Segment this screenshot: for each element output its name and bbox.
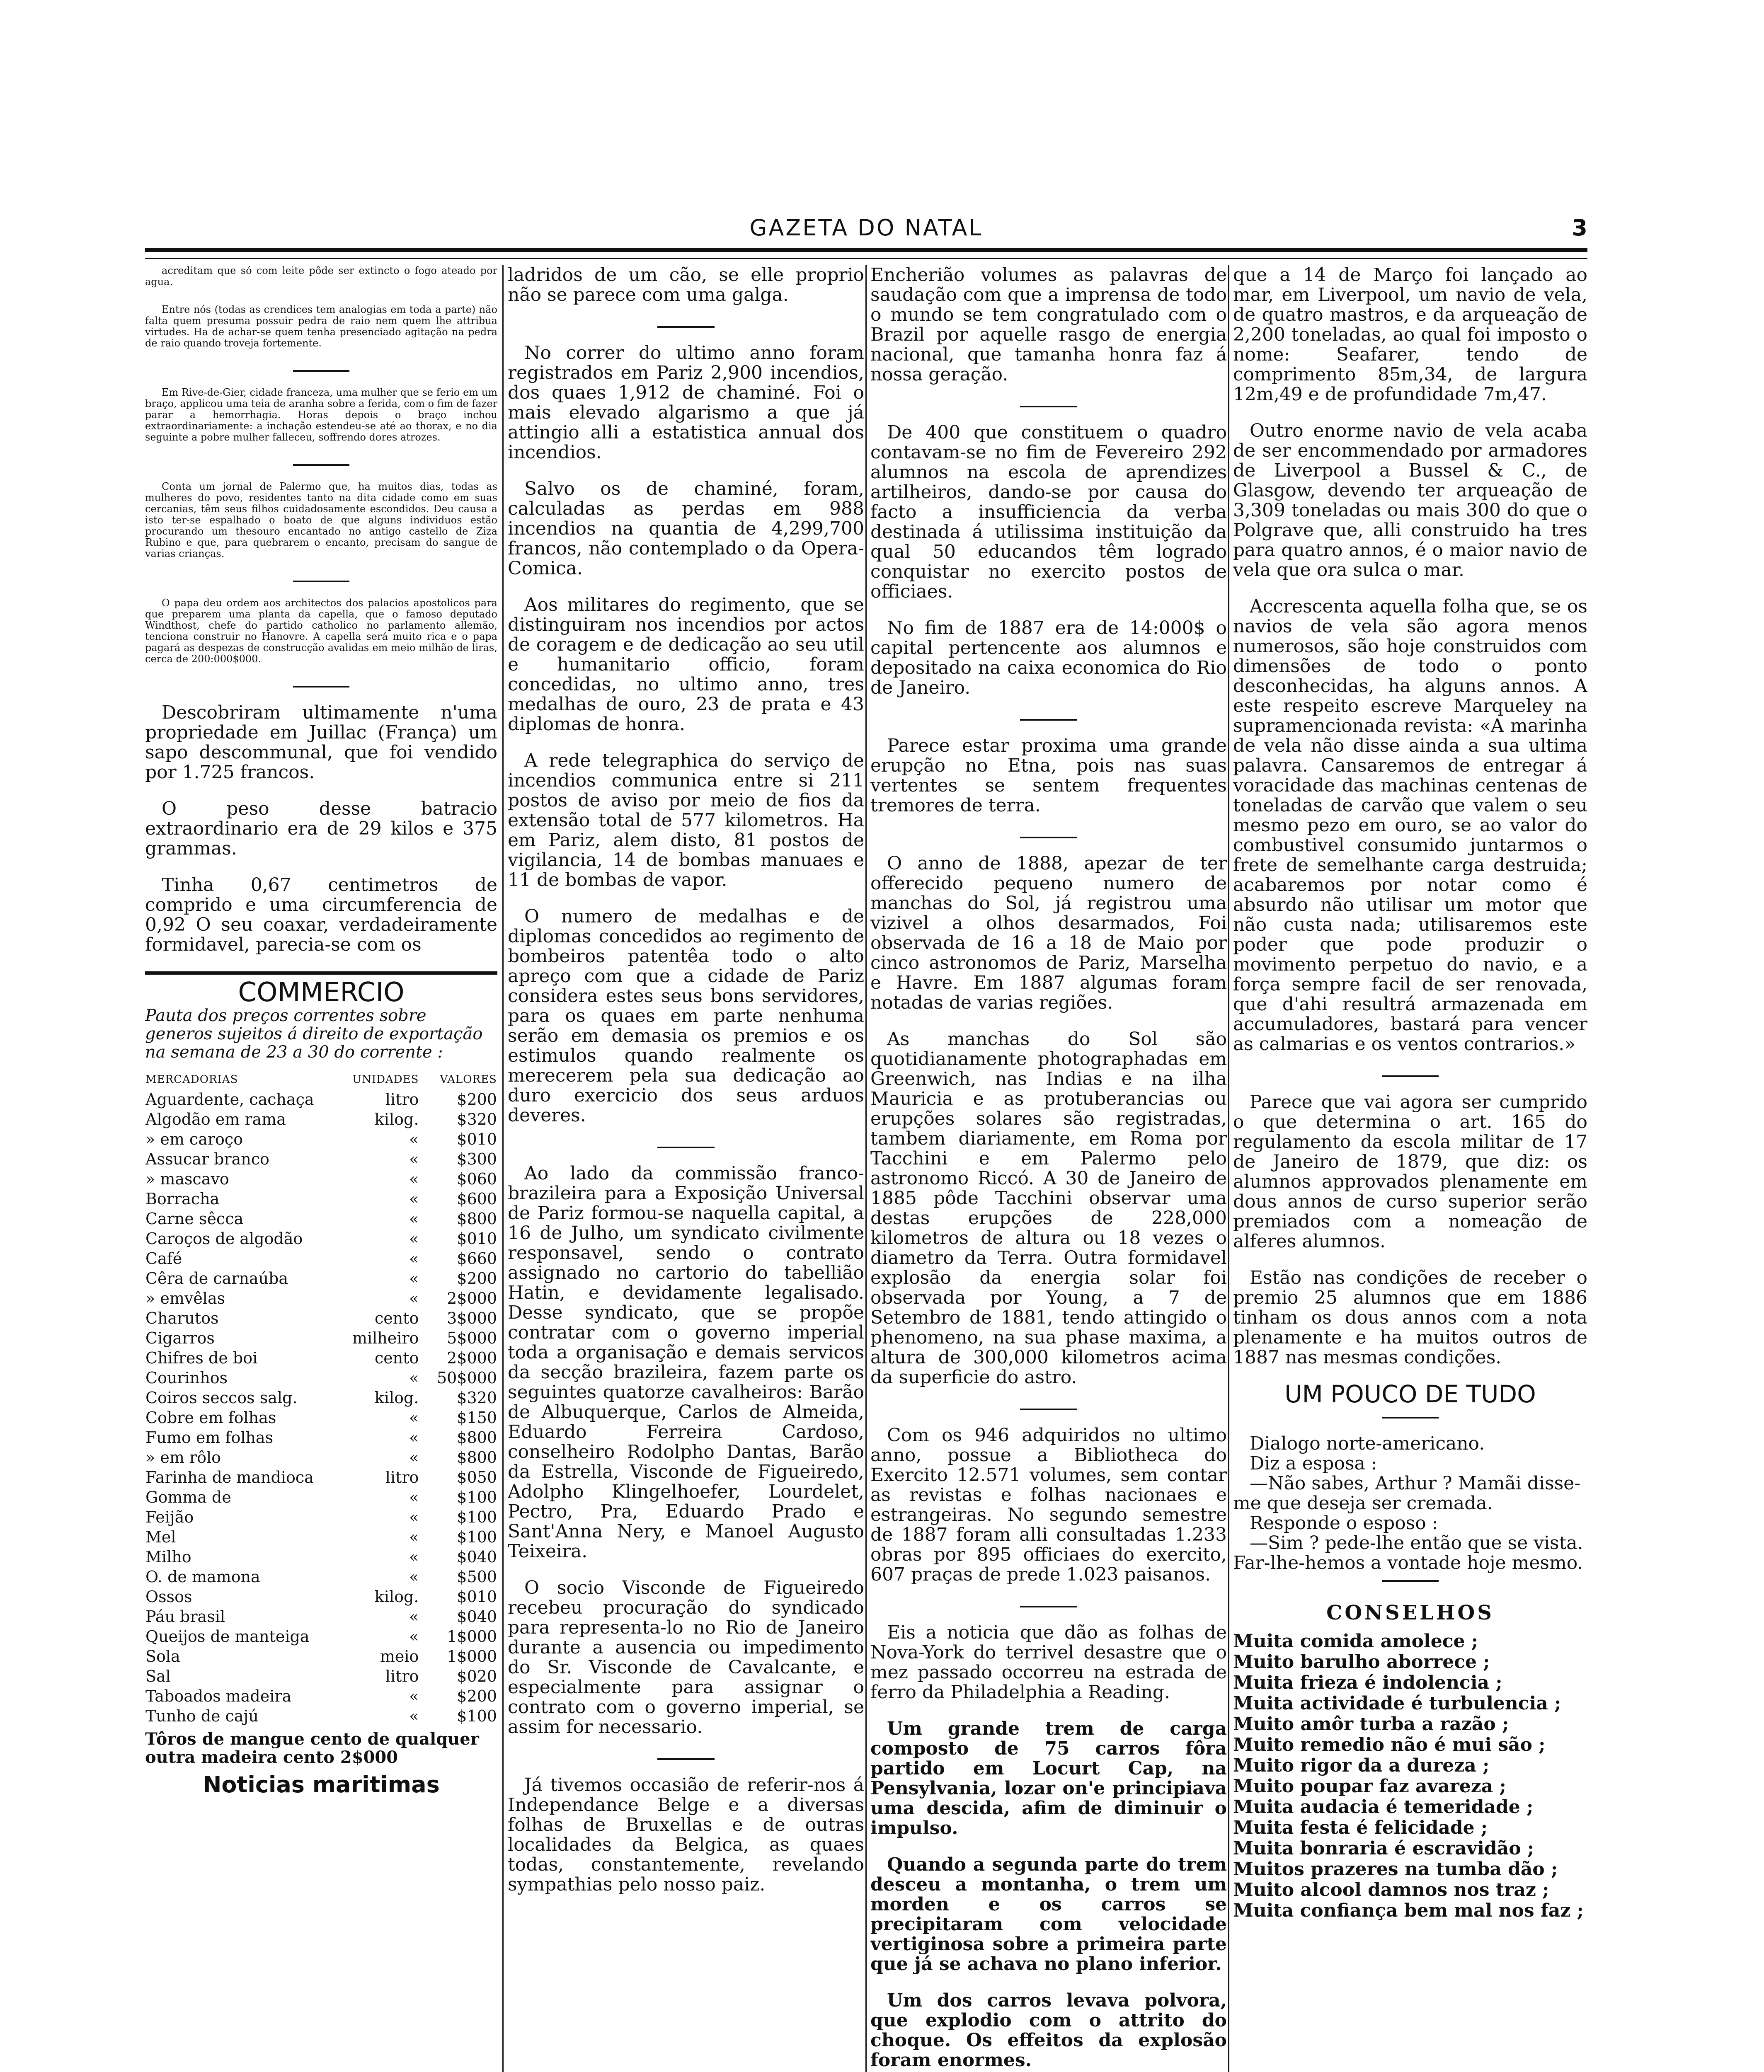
separator bbox=[870, 401, 1227, 412]
price-unit: cento bbox=[375, 1309, 419, 1327]
price-row bbox=[145, 1587, 497, 1607]
article-para: Entre nós (todas as crendices tem analogias em toda a parte) não falta quem presuma possuir pedra de raio nem quem lhe attribua virtudes. Ha de achar-se quem tenha presenciado agitação na pedra de raio quando troveja fortemente. bbox=[145, 304, 497, 349]
article-para: Eis a noticia que dão as folhas de Nova-York do terrivel desastre que o mez passado occorreu na estrada de ferro da Philadelphia a Reading. bbox=[870, 1622, 1227, 1703]
price-row bbox=[145, 1229, 497, 1249]
price-value: $060 bbox=[457, 1170, 497, 1188]
article-para: De 400 que constituem o quadro contavam-se no fim de Fevereiro 292 alumnos na escola de aprendizes artilheiros, dando-se por causa do facto a insufficiencia da verba destinada á utilissima instituição da qual 50 educandos têm logrado conquistar no exercito postos de officiaes. bbox=[870, 422, 1227, 602]
separator bbox=[1233, 1071, 1587, 1082]
price-unit: « bbox=[409, 1568, 419, 1586]
price-unit: kilog. bbox=[374, 1389, 419, 1407]
price-value: $500 bbox=[457, 1568, 497, 1586]
column-divider-2 bbox=[865, 265, 867, 2072]
price-value: $660 bbox=[457, 1249, 497, 1268]
separator bbox=[508, 322, 864, 332]
price-value: 1$000 bbox=[447, 1627, 497, 1646]
conselho-item: Muita actividade é turbulencia ; bbox=[1233, 1693, 1561, 1714]
price-value: $300 bbox=[457, 1150, 497, 1168]
price-row bbox=[145, 1288, 497, 1308]
price-row bbox=[145, 1507, 497, 1527]
price-item: » em caroço bbox=[145, 1130, 243, 1148]
col-header-valores: VALORES bbox=[440, 1073, 497, 1086]
price-unit: « bbox=[409, 1230, 419, 1248]
conselho-item: Muita confiança bem mal nos faz ; bbox=[1233, 1900, 1584, 1921]
price-item: Courinhos bbox=[145, 1369, 228, 1387]
price-item: Algodão em rama bbox=[145, 1110, 286, 1128]
price-value: $050 bbox=[457, 1468, 497, 1486]
price-row bbox=[145, 1627, 497, 1646]
page-header bbox=[145, 215, 1587, 240]
article-para: Aos militares do regimento, que se distinguiram nos incendios por actos de coragem e de dedicação ao seu util e humanitario officio, foram concedidas, no ultimo anno, tres medalhas de ouro, 23 de prata e 43 diplomas de honra. bbox=[508, 594, 864, 735]
header-rule bbox=[145, 248, 1587, 252]
conselhos-title: CONSELHOS bbox=[1326, 1601, 1494, 1624]
price-unit: « bbox=[409, 1249, 419, 1268]
noticias-title: Noticias maritimas bbox=[203, 1772, 440, 1798]
price-value: 3$000 bbox=[447, 1309, 497, 1327]
conselho-item: Muita festa é felicidade ; bbox=[1233, 1817, 1488, 1838]
conselho-item: Muito barulho aborrece ; bbox=[1233, 1651, 1490, 1673]
price-value: $200 bbox=[457, 1090, 497, 1109]
article-para: O socio Visconde de Figueiredo recebeu procuração do syndicado para representa-lo no Rio de Janeiro durante a ausencia ou impedimento do Sr. Visconde de Cavalcante, e especialmente para assignar o contrato com o governo imperial, se assim for necessario. bbox=[508, 1577, 864, 1738]
price-item: Cobre em folhas bbox=[145, 1409, 276, 1427]
col-header-unidades: UNIDADES bbox=[352, 1073, 419, 1086]
price-item: Chifres de boi bbox=[145, 1349, 258, 1367]
separator bbox=[870, 832, 1227, 843]
price-row bbox=[145, 1447, 497, 1467]
price-value: $100 bbox=[457, 1707, 497, 1725]
price-item: » em rôlo bbox=[145, 1448, 221, 1467]
price-item: Carne sêcca bbox=[145, 1210, 244, 1228]
page-number: 3 bbox=[1572, 215, 1587, 241]
price-item: Charutos bbox=[145, 1309, 219, 1327]
price-unit: « bbox=[409, 1687, 419, 1705]
col-header-mercadorias: MERCADORIAS bbox=[145, 1073, 238, 1086]
price-unit: cento bbox=[375, 1349, 419, 1367]
article-para: Já tivemos occasião de referir-nos á Independance Belge e a diversas folhas de Bruxellas e de outras localidades da Belgica, as quaes todas, constantemente, revelando sympathias pelo nosso paiz. bbox=[508, 1774, 864, 1895]
price-item: Gomma de bbox=[145, 1488, 231, 1506]
price-item: O. de mamona bbox=[145, 1568, 260, 1586]
separator bbox=[145, 460, 497, 470]
conselho-item: Muito remedio não é mui são ; bbox=[1233, 1734, 1546, 1755]
price-item: Feijão bbox=[145, 1508, 194, 1526]
column-3 bbox=[870, 265, 1227, 2072]
dialogo-line: —Sim ? pede-lhe então que se vista. Far-lhe-hemos a vontade hoje mesmo. bbox=[1233, 1532, 1583, 1573]
price-value: 5$000 bbox=[447, 1329, 497, 1347]
price-value: $010 bbox=[457, 1588, 497, 1606]
article-para: Tinha 0,67 centimetros de comprido e uma circumferencia de 0,92 O seu coaxar, verdadeiramente formidavel, parecia-se com os bbox=[145, 874, 497, 955]
separator bbox=[508, 1754, 864, 1765]
price-value: $040 bbox=[457, 1607, 497, 1626]
price-value: $010 bbox=[457, 1230, 497, 1248]
separator bbox=[1233, 1576, 1587, 1586]
price-unit: « bbox=[409, 1508, 419, 1526]
price-row bbox=[145, 1348, 497, 1368]
section-title-um-pouco: UM POUCO DE TUDO bbox=[1284, 1380, 1536, 1408]
price-row bbox=[145, 1328, 497, 1348]
article-para: O numero de medalhas e de diplomas concedidos ao regimento de bombeiros patentêa todo o alto apreço com que a cidade de Pariz considera estes seus bons servidores, para os quaes em parte nenhuma serão em demasia os premios e os estimulos quando realmente os merecerem pela sua dedicação ao duro exercicio dos seus arduos deveres. bbox=[508, 906, 864, 1126]
article-para: No fim de 1887 era de 14:000$ o capital pertencente aos alumnos e depositado na caixa economica do Rio de Janeiro. bbox=[870, 617, 1227, 698]
price-value: $020 bbox=[457, 1667, 497, 1685]
price-row bbox=[145, 1268, 497, 1288]
price-item: Caroços de algodão bbox=[145, 1230, 303, 1248]
conselho-item: Muita frieza é indolencia ; bbox=[1233, 1672, 1502, 1693]
price-value: $100 bbox=[457, 1508, 497, 1526]
separator bbox=[145, 576, 497, 587]
price-row bbox=[145, 1646, 497, 1666]
price-value: $100 bbox=[457, 1488, 497, 1506]
article-para: Parece que vai agora ser cumprido o que determina o art. 165 do regulamento da escola militar de 17 de Janeiro de 1879, que diz: os alumnos approvados plenamente em dous annos de curso superior serão premiados com a nomeação de alferes alumnos. bbox=[1233, 1092, 1587, 1252]
price-item: Borracha bbox=[145, 1190, 220, 1208]
price-item: Farinha de mandioca bbox=[145, 1468, 314, 1486]
conselho-item: Muito rigor da a dureza ; bbox=[1233, 1755, 1490, 1776]
price-item: Milho bbox=[145, 1548, 191, 1566]
price-row bbox=[145, 1209, 497, 1229]
price-item: Café bbox=[145, 1249, 182, 1268]
conselho-item: Muito poupar faz avareza ; bbox=[1233, 1776, 1506, 1797]
article-para: Ao lado da commissão franco-brazileira para a Exposição Universal de Pariz formou-se naquella capital, a 16 de Julho, um syndicato civilmente responsavel, sendo o contrato assignado no cartorio do tabellião Hatin, e devidamente legalisado. Desse syndicato, que se propõe contratar com o governo imperial toda a organisação e demais servicos da secção brazileira, fazem parte os seguintes quatorze cavalheiros: Barão de Albuquerque, Carlos de Almeida, Eduardo Ferreira Cardoso, conselheiro Rodolpho Dantas, Barão da Estrella, Visconde de Figueiredo, Adolpho Klingelhoefer, Lourdelet, Pectro, Pra, Eduardo Prado e Sant'Anna Nery, e Manoel Augusto Teixeira. bbox=[508, 1163, 864, 1562]
article-para: Descobriram ultimamente n'uma propriedade em Juillac (França) um sapo descommunal, que foi vendido por 1.725 francos. bbox=[145, 702, 497, 783]
separator bbox=[145, 366, 497, 376]
price-item: » emvêlas bbox=[145, 1289, 225, 1307]
price-item: Sola bbox=[145, 1647, 180, 1665]
conselho-item: Muitos prazeres na tumba dão ; bbox=[1233, 1859, 1558, 1880]
article-para: No correr do ultimo anno foram registrados em Pariz 2,900 incendios, dos quaes 1,912 de chaminé. Foi o mais elevado algarismo a que já attingio alli a estatistica annual dos incendios. bbox=[508, 342, 864, 463]
price-value: 50$000 bbox=[436, 1369, 497, 1387]
article-para: Outro enorme navio de vela acaba de ser encommendado por armadores de Liverpool a Bussel & C., de Glasgow, devendo ter arqueação de 3,309 toneladas ou mais 300 do que o Polgrave que, alli construido ha tres para quatro annos, é o maior navio de vela que ora sulca o mar. bbox=[1233, 420, 1587, 581]
commercio-subtitle: Pauta dos preços correntes sobre generos sujeitos á direito de exportação na semana de 23 a 30 do corrente : bbox=[145, 1006, 483, 1062]
column-1 bbox=[145, 265, 497, 2072]
conselho-item: Muito alcool damnos nos traz ; bbox=[1233, 1879, 1549, 1900]
article-para: Conta um jornal de Palermo que, ha muitos dias, todas as mulheres do povo, residentes tanto na dita cidade como em suas cercanias, têm seus filhos cuidadosamente escondidos. Deu causa a isto ter-se espalhado o boato de que alguns individuos estão procurando um thesouro encantado no antigo castello de Ziza Rubino e que, para quebrarem o encanto, precisam do sangue de varias crianças. bbox=[145, 481, 497, 559]
price-value: $800 bbox=[457, 1210, 497, 1228]
conselho-item: Muita audacia é temeridade ; bbox=[1233, 1796, 1534, 1818]
article-para: Accrescenta aquella folha que, se os navios de vela são agora menos numerosos, são hoje construidos com dimensões de todo o ponto desconhecidas, ha alguns annos. A este respeito escreve Marqueley na supramencionada revista: «A marinha de vela não disse ainda a sua ultima palavra. Cansaremos de entregar á voracidade das machinas centenas de toneladas de carvão que valem o seu mesmo pezo em ouro, se ao valor do combustivel consumido juntarmos o frete de semelhante carga destruida; acabaremos por notar como é absurdo não utilisar um motor que não custa nada; utilisaremos este poder que pode produzir o movimento perpetuo do navio, e a força sempre facil de ser renovada, que d'ahi resultrá armazenada em accumuladores, bastará para vencer as calmarias e os ventos contrarios.» bbox=[1233, 596, 1587, 1055]
price-value: $040 bbox=[457, 1548, 497, 1566]
article-para: Em Rive-de-Gier, cidade franceza, uma mulher que se ferio em um braço, applicou uma teia de aranha sobre a ferida, com o fim de fazer parar a hemorrhagia. Horas depois o braço inchou extraordinariamente: a inchação estendeu-se até ao thorax, e no dia seguinte a pobre mulher falleceu, soffrendo dores atrozes. bbox=[145, 387, 497, 443]
price-value: $800 bbox=[457, 1428, 497, 1447]
article-para: Encherião volumes as palavras de saudação com que a imprensa de todo o mundo se tem congratulado com o Brazil por aquelle rasgo de energia nacional, que tamanha honra faz á nossa geração. bbox=[870, 265, 1227, 385]
article-para: O peso desse batracio extraordinario era de 29 kilos e 375 grammas. bbox=[145, 798, 497, 859]
price-item: Assucar branco bbox=[145, 1150, 269, 1168]
price-unit: meio bbox=[380, 1647, 419, 1665]
price-unit: « bbox=[409, 1627, 419, 1646]
separator bbox=[145, 681, 497, 692]
price-unit: « bbox=[409, 1170, 419, 1188]
price-row bbox=[145, 1686, 497, 1706]
price-row bbox=[145, 1149, 497, 1169]
dialogo-block bbox=[1233, 1434, 1587, 1573]
price-unit: « bbox=[409, 1150, 419, 1168]
price-unit: « bbox=[409, 1548, 419, 1566]
price-item: » mascavo bbox=[145, 1170, 229, 1188]
separator bbox=[870, 1601, 1227, 1612]
price-row bbox=[145, 1308, 497, 1328]
column-divider-3 bbox=[1228, 265, 1229, 2072]
header-rule-thin bbox=[145, 258, 1587, 259]
price-row bbox=[145, 1567, 497, 1587]
article-para: Um dos carros levava polvora, que explodio com o attrito do choque. Os effeitos da explosão foram enormes. bbox=[870, 1990, 1227, 2071]
article-para: O papa deu ordem aos architectos dos palacios apostolicos para que preparem uma planta da capella, que o famoso deputado Windthost, chefe do partido catholico no parlamento allemão, tenciona construir no Hanovre. A capella será muito rica e o papa pagará as despezas de construcção avalidas em meio milhão de liras, cerca de 200:000$000. bbox=[145, 597, 497, 665]
price-row bbox=[145, 1467, 497, 1487]
price-item: Cêra de carnaúba bbox=[145, 1269, 288, 1288]
dialogo-line: Responde o esposo : bbox=[1250, 1513, 1438, 1534]
article-para: Estão nas condições de receber o premio 25 alumnos que em 1886 tinham os dous annos com a nota plenamente e ha muitos outros de 1887 nas mesmas condições. bbox=[1233, 1267, 1587, 1368]
price-unit: « bbox=[409, 1428, 419, 1447]
price-unit: « bbox=[409, 1409, 419, 1427]
article-para: Um grande trem de carga composto de 75 carros fôra partido em Locurt Cap, na Pensylvania, lozar on'e principiava uma descida, afim de diminuir o impulso. bbox=[870, 1718, 1227, 1839]
price-unit: « bbox=[409, 1210, 419, 1228]
price-row bbox=[145, 1408, 497, 1428]
section-rule bbox=[145, 971, 497, 975]
commercio-footnote: Tôros de mangue cento de qualquer outra madeira cento 2$000 bbox=[145, 1729, 479, 1767]
article-para: acreditam que só com leite pôde ser extincto o fogo ateado por agua. bbox=[145, 265, 497, 288]
conselho-item: Muita comida amolece ; bbox=[1233, 1631, 1478, 1652]
price-row bbox=[145, 1189, 497, 1209]
price-row bbox=[145, 1089, 497, 1109]
price-value: 2$000 bbox=[447, 1349, 497, 1367]
price-item: Fumo em folhas bbox=[145, 1428, 274, 1447]
price-unit: kilog. bbox=[374, 1110, 419, 1128]
price-value: $150 bbox=[457, 1409, 497, 1427]
price-item: Cigarros bbox=[145, 1329, 215, 1347]
price-unit: litro bbox=[385, 1468, 419, 1486]
price-item: Queijos de manteiga bbox=[145, 1627, 310, 1646]
dialogo-line: —Não sabes, Arthur ? Mamãi disse-me que deseja ser cremada. bbox=[1233, 1473, 1581, 1514]
price-value: $320 bbox=[457, 1110, 497, 1128]
price-item: Taboados madeira bbox=[145, 1687, 292, 1705]
price-value: $010 bbox=[457, 1130, 497, 1148]
price-unit: « bbox=[409, 1528, 419, 1546]
price-row bbox=[145, 1129, 497, 1149]
price-item: Tunho de cajú bbox=[145, 1707, 259, 1725]
column-4 bbox=[1233, 265, 1587, 2072]
article-para: Quando a segunda parte do trem desceu a montanha, o trem um morden e os carros se precipitaram com velocidade vertiginosa sobre a primeira parte que já se achava no plano inferior. bbox=[870, 1854, 1227, 1975]
price-unit: « bbox=[409, 1289, 419, 1307]
price-value: 2$000 bbox=[447, 1289, 497, 1307]
price-item: Páu brasil bbox=[145, 1607, 225, 1626]
price-row bbox=[145, 1169, 497, 1189]
price-unit: kilog. bbox=[374, 1588, 419, 1606]
price-row bbox=[145, 1428, 497, 1447]
price-unit: « bbox=[409, 1607, 419, 1626]
price-unit: litro bbox=[385, 1090, 419, 1109]
dialogo-line: Diz a esposa : bbox=[1250, 1453, 1377, 1474]
price-row bbox=[145, 1487, 497, 1507]
column-divider-1 bbox=[502, 265, 504, 2072]
price-unit: litro bbox=[385, 1667, 419, 1685]
price-value: $100 bbox=[457, 1528, 497, 1546]
commercio-title: COMMERCIO bbox=[238, 977, 405, 1008]
price-row bbox=[145, 1249, 497, 1268]
conselho-item: Muita bonraria é escravidão ; bbox=[1233, 1838, 1534, 1859]
price-unit: « bbox=[409, 1130, 419, 1148]
price-unit: « bbox=[409, 1448, 419, 1467]
article-para: que a 14 de Março foi lançado ao mar, em Liverpool, um navio de vela, de quatro mastros, e da arqueação de 2,200 toneladas, ao qual foi imposto o nome: Seafarer, tendo de comprimento 85m,34, de largura 12m,49 e de profundidade 7m,47. bbox=[1233, 265, 1587, 405]
article-para: Parece estar proxima uma grande erupção no Etna, pois nas suas vertentes se sentem frequentes tremores de terra. bbox=[870, 735, 1227, 816]
price-value: $200 bbox=[457, 1269, 497, 1288]
newspaper-title: GAZETA DO NATAL bbox=[749, 215, 983, 241]
article-para: As manchas do Sol são quotidianamente photographadas em Greenwich, nas Indias e na ilha Mauricia e as protuberancias ou erupções solares são registradas, tambem diariamente, em Roma por Tacchini e em Palermo pelo astronomo Riccó. A 30 de Janeiro de 1885 pôde Tacchini observar uma destas erupções de 228,000 kilometros de altura ou 18 vezes o diametro da Terra. Outra formidavel explosão da energia solar foi observada por Young, a 7 de Setembro de 1881, tendo attingido o phenomeno, na sua phase maxima, a altura de 300,000 kilometros acima da superficie do astro. bbox=[870, 1029, 1227, 1388]
price-item: Ossos bbox=[145, 1588, 192, 1606]
conselho-item: Muito amôr turba a razão ; bbox=[1233, 1714, 1509, 1735]
separator bbox=[1233, 1412, 1587, 1423]
price-value: $800 bbox=[457, 1448, 497, 1467]
price-table bbox=[145, 1070, 497, 1726]
price-unit: milheiro bbox=[352, 1329, 419, 1347]
column-2 bbox=[508, 265, 864, 2072]
price-row bbox=[145, 1666, 497, 1686]
separator bbox=[870, 1404, 1227, 1415]
price-unit: « bbox=[409, 1707, 419, 1725]
price-item: Coiros seccos salg. bbox=[145, 1389, 298, 1407]
price-row bbox=[145, 1109, 497, 1129]
price-value: 1$000 bbox=[447, 1647, 497, 1665]
price-row bbox=[145, 1388, 497, 1408]
price-item: Aguardente, cachaça bbox=[145, 1090, 314, 1109]
price-value: $200 bbox=[457, 1687, 497, 1705]
article-para: ladridos de um cão, se elle proprio não se parece com uma galga. bbox=[508, 265, 864, 305]
price-unit: « bbox=[409, 1269, 419, 1288]
price-value: $320 bbox=[457, 1389, 497, 1407]
price-unit: « bbox=[409, 1488, 419, 1506]
price-row bbox=[145, 1607, 497, 1627]
price-row bbox=[145, 1368, 497, 1388]
article-para: Salvo os de chaminé, foram, calculadas as perdas em 988 incendios na quantia de 4,299,700 francos, não contemplado o da Opera-Comica. bbox=[508, 478, 864, 579]
dialogo-line: Dialogo norte-americano. bbox=[1250, 1433, 1485, 1454]
article-para: Com os 946 adquiridos no ultimo anno, possue a Bibliotheca do Exercito 12.571 volumes, sem contar as revistas e folhas nacionaes e estrangeiras. No segundo semestre de 1887 foram alli consultadas 1.233 obras por 895 officiaes do exercito, 607 praças de prede 1.023 paisanos. bbox=[870, 1425, 1227, 1585]
price-unit: « bbox=[409, 1369, 419, 1387]
separator bbox=[508, 1142, 864, 1153]
price-item: Sal bbox=[145, 1667, 171, 1685]
conselhos-list bbox=[1233, 1631, 1587, 1921]
separator bbox=[870, 714, 1227, 725]
article-para: O anno de 1888, apezar de ter offerecido pequeno numero de manchas do Sol, já registrou uma vizivel a olhos desarmados, Foi observada de 16 a 18 de Maio por cinco astronomos de Pariz, Marselha e Havre. Em 1887 algumas foram notadas de varias regiões. bbox=[870, 853, 1227, 1013]
price-row bbox=[145, 1527, 497, 1547]
price-row bbox=[145, 1706, 497, 1726]
price-unit: « bbox=[409, 1190, 419, 1208]
price-row bbox=[145, 1547, 497, 1567]
article-para: A rede telegraphica do serviço de incendios communica entre si 211 postos de aviso por meio de fios da extensão total de 577 kilometros. Ha em Pariz, alem disto, 81 postos de vigilancia, 14 de bombas manuaes e 11 de bombas de vapor. bbox=[508, 750, 864, 891]
price-value: $600 bbox=[457, 1190, 497, 1208]
price-item: Mel bbox=[145, 1528, 176, 1546]
